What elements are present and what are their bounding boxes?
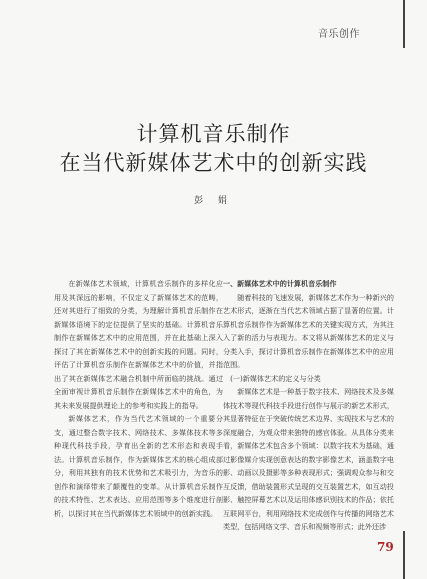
right-paragraph-1: 随着科技的飞速发展，新媒体艺术作为一种新兴的艺术形式，逐渐在当代艺术领域占据了显著的位置。计算机音乐制作作为新媒体艺术的关键实现方式，为其注入了新的活力与表现力。本文将从新媒体艺术的定义与分类入手，探讨计算机音乐制作在新媒体艺术中的应用范围。 — [223, 292, 394, 369]
left-column — [54, 277, 223, 520]
page-divider-bar — [403, 531, 405, 579]
subsection-heading: (一)新媒体艺术的定义与分类 — [230, 373, 321, 383]
article-author: 彭 娟 — [194, 196, 233, 206]
section-header: 音乐创作 — [318, 29, 360, 40]
section-divider-bar — [403, 0, 405, 48]
article-title-line1: 计算机音乐制作 — [136, 122, 291, 146]
section-heading: 一、新媒体艺术中的计算机音乐制作 — [223, 279, 337, 288]
page-number: 79 — [377, 540, 394, 554]
left-paragraph-1: 在新媒体艺术领域，计算机音乐制作的多样化应用及其深远的影响，不仅定义了新媒体艺术的范畴，还对其进行了细致的分类，为理解计算机音乐制作在新媒体语境下的定位提供了坚实的基础。计算机音乐制作在新媒体艺术中的应用范围，并在此基础上深入探讨了其在新媒体艺术中的创新实践的问题。同时，评估了计算机音乐制作在新媒体艺术中的价值，并指出了其在新媒体艺术融合机制中所面临的挑战。通过全面审视计算机音乐制作在新媒体艺术中的角色，为其未来发展提供理论上的参考和实践上的指导。 — [54, 279, 223, 410]
article-title-line2: 在当代新媒体艺术中的创新实践 — [59, 151, 368, 175]
right-paragraph-2: 新媒体艺术是一种基于数字技术、网络技术及多媒体技术等现代科技手段进行创作与展示的新艺术形式，其显著特征在于突破传统艺术边界、实现技术与艺术的深度融合，为观众带来独特的感官体验。从具体分类来看，新媒体艺术包含多个领域：以数字技术为基础，通过影像媒介实现创意表达的数字影像艺术，涵盖数字电影、动画以及摄影等多种表现形式；强调观众参与和交互反馈，借助装置形式呈现的交互装置艺术，如互动投影、触控屏幕艺术以及运用体感识别技术的作品；依托互联网平台，利用网络技术完成创作与传播的网络艺术类型，包括网络文学、音乐和视频等形式；此外还涉 — [223, 387, 394, 531]
right-column — [223, 277, 394, 534]
left-paragraph-2: 新媒体艺术，作为当代艺术领域的一个重要分支，通过整合数字技术、网络技术、多媒体技术等多种现代科技手段，孕育出全新的艺术形态和表现手法。计算机音乐制作，作为新媒体艺术的核心组成部分，利用其独有的技术优势和艺术吸引力，为音乐的创作和演绎带来了颠覆性的变革。从计算机音乐制作的技术特性、艺术表达、应用范围等多个维度进行剖析，以探讨其在当代新媒体艺术领域中的创新实践。 — [54, 414, 223, 518]
